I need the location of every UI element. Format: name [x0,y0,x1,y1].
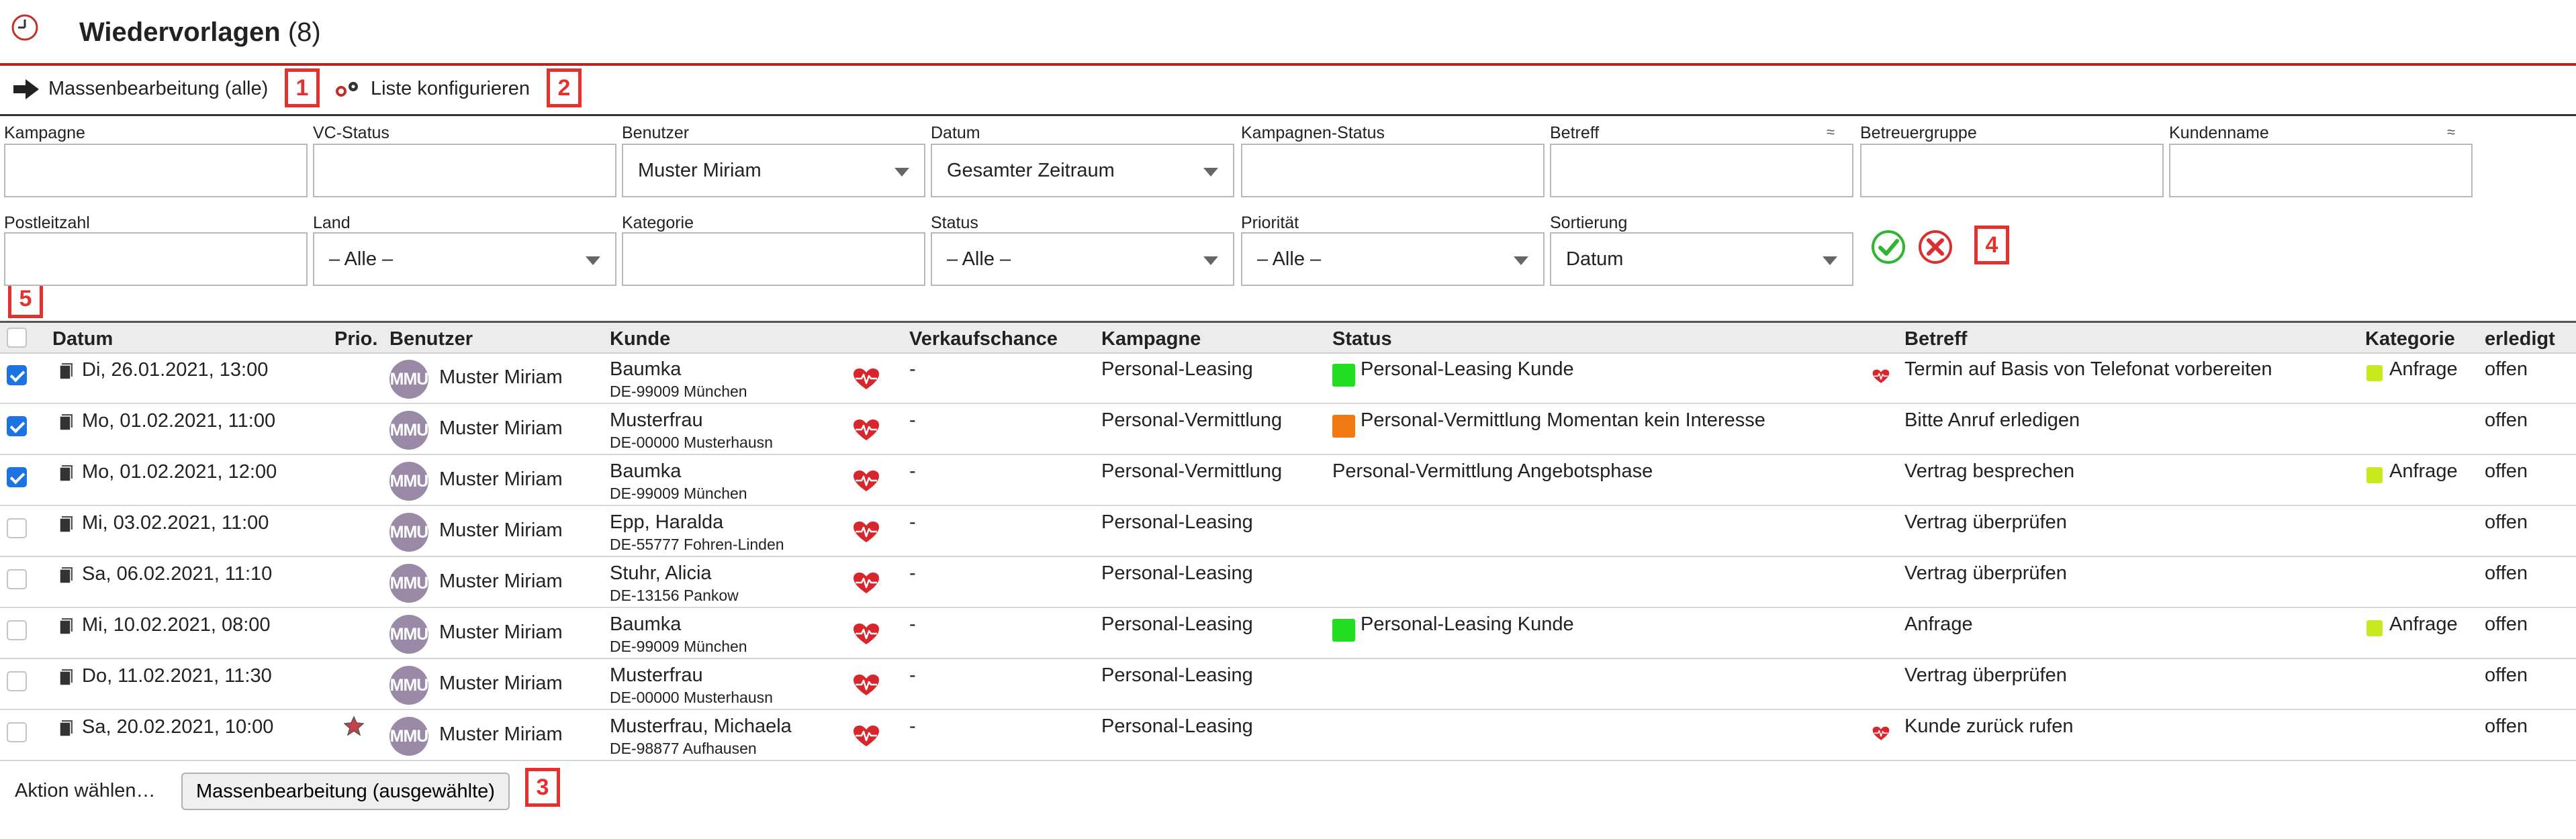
document-icon [59,362,74,380]
user-avatar: MMU [389,564,428,603]
row-kategorie: Anfrage [2389,613,2458,635]
col-betreff[interactable]: Betreff [1904,328,1968,350]
heart-pulse-icon [853,572,880,595]
col-kunde[interactable]: Kunde [610,328,671,350]
benutzer-select-value: Muster Miriam [638,159,762,181]
bulk-edit-selected-button[interactable]: Massenbearbeitung (ausgewählte) [181,773,510,810]
row-checkbox[interactable] [7,722,27,742]
heart-pulse-icon [853,470,880,493]
row-erledigt: offen [2485,460,2528,482]
row-ort: DE-99009 München [610,638,747,655]
chevron-down-icon [1203,256,1218,265]
row-datum[interactable]: Sa, 06.02.2021, 11:10 [82,563,273,585]
status-select-value: – Alle – [947,248,1011,270]
approx-icon: ≈ [1827,124,1835,140]
table-row[interactable] [0,352,2576,404]
table-row[interactable] [0,709,2576,761]
row-checkbox[interactable] [7,467,27,487]
clock-icon [11,13,39,42]
document-icon [59,413,74,431]
row-ort: DE-55777 Fohren-Linden [610,536,784,553]
prioritaet-select-value: – Alle – [1257,248,1322,270]
col-erledigt[interactable]: erledigt [2485,328,2555,350]
user-avatar: MMU [389,666,428,705]
row-verkaufschance: - [909,562,916,584]
status-color-swatch [1332,619,1355,642]
heart-pulse-icon [853,521,880,544]
row-verkaufschance: - [909,460,916,482]
row-kampagne: Personal-Leasing [1101,358,1253,380]
row-kunde[interactable]: Epp, Haralda [610,511,724,533]
row-ort: DE-98877 Aufhausen [610,740,757,757]
badge-3: 3 [525,768,560,807]
row-verkaufschance: - [909,613,916,635]
heart-pulse-icon [853,419,880,442]
row-betreff[interactable]: Bitte Anruf erledigen [1904,409,2080,431]
title-bar [0,0,2576,66]
row-kunde[interactable]: Stuhr, Alicia [610,562,712,584]
user-avatar: MMU [389,615,428,654]
table-row[interactable] [0,556,2576,608]
row-kampagne: Personal-Leasing [1101,613,1253,635]
col-kampagne[interactable]: Kampagne [1101,328,1201,350]
row-kunde[interactable]: Baumka [610,460,682,482]
document-icon [59,566,74,584]
row-ort: DE-99009 München [610,383,747,400]
badge-5: 5 [8,279,43,318]
kampagne-input[interactable] [4,144,308,197]
priority-star-icon [344,715,364,736]
arrow-right-icon [13,79,39,99]
row-kunde[interactable]: Musterfrau [610,409,703,431]
row-ort: DE-99009 München [610,485,747,502]
user-avatar: MMU [389,513,428,552]
row-checkbox[interactable] [7,620,27,640]
land-select-value: – Alle – [329,248,394,270]
kategorie-color-swatch [2366,365,2383,381]
filter-label-postleitzahl: Postleitzahl [4,213,90,232]
col-kategorie[interactable]: Kategorie [2365,328,2455,350]
action-label: Aktion wählen… [15,780,156,801]
chevron-down-icon [894,168,909,177]
row-kampagne: Personal-Leasing [1101,664,1253,686]
status-select[interactable] [931,232,1234,286]
row-benutzer: Muster Miriam [439,417,563,439]
row-datum[interactable]: Di, 26.01.2021, 13:00 [82,359,269,381]
status-color-swatch [1332,364,1355,387]
reset-filter-button[interactable] [1918,230,1953,264]
row-datum[interactable]: Sa, 20.02.2021, 10:00 [82,716,274,738]
table-row[interactable] [0,607,2576,659]
row-betreff[interactable]: Vertrag überprüfen [1904,562,2067,584]
gears-icon [334,79,361,99]
document-icon [59,618,74,635]
row-checkbox[interactable] [7,518,27,538]
row-kunde[interactable]: Musterfrau [610,664,703,686]
row-status: Personal-Vermittlung Momentan kein Interesse [1361,409,1765,431]
filter-label-status: Status [931,213,978,232]
betreff-input[interactable] [1550,144,1853,197]
document-icon [59,669,74,686]
row-betreff[interactable]: Anfrage [1904,613,1973,635]
filter-label-prioritaet: Priorität [1241,213,1299,232]
row-betreff[interactable]: Vertrag besprechen [1904,460,2075,482]
filter-label-betreff: Betreff [1550,124,1600,142]
user-avatar: MMU [389,360,428,399]
col-verkaufschance[interactable]: Verkaufschance [909,328,1058,350]
row-erledigt: offen [2485,562,2528,584]
row-ort: DE-00000 Musterhausn [610,689,773,706]
row-verkaufschance: - [909,511,916,533]
table-header [0,321,2576,354]
record-count: (8) [287,17,321,47]
betreuergruppe-input[interactable] [1860,144,2164,197]
select-all-checkbox[interactable] [7,328,27,348]
row-erledigt: offen [2485,511,2528,533]
approx-icon: ≈ [2447,124,2456,140]
row-checkbox[interactable] [7,416,27,436]
prioritaet-select[interactable] [1241,232,1545,286]
configure-list-label: Liste konfigurieren [371,78,530,99]
table-row[interactable] [0,403,2576,455]
row-benutzer: Muster Miriam [439,366,563,388]
kategorie-color-swatch [2366,620,2383,636]
row-kampagne: Personal-Leasing [1101,562,1253,584]
filter-label-land: Land [313,213,351,232]
row-betreff[interactable]: Vertrag überprüfen [1904,664,2067,686]
benutzer-select[interactable] [622,144,925,197]
datum-select[interactable] [931,144,1234,197]
chevron-down-icon [586,256,600,265]
col-prio[interactable]: Prio. [334,328,378,350]
postleitzahl-input[interactable] [4,232,308,286]
col-benutzer[interactable]: Benutzer [389,328,473,350]
row-benutzer: Muster Miriam [439,724,563,745]
chevron-down-icon [1823,256,1837,265]
heart-pulse-icon [1872,726,1890,741]
row-betreff[interactable]: Kunde zurück rufen [1904,715,2074,737]
row-verkaufschance: - [909,409,916,431]
row-kunde[interactable]: Musterfrau, Michaela [610,715,792,737]
row-checkbox[interactable] [7,569,27,589]
sortierung-select-value: Datum [1566,248,1624,270]
filter-label-kundenname: Kundenname [2169,124,2269,142]
user-avatar: MMU [389,717,428,756]
row-benutzer: Muster Miriam [439,571,563,592]
kundenname-input[interactable] [2169,144,2473,197]
row-kampagne: Personal-Vermittlung [1101,460,1283,482]
heart-pulse-icon [853,623,880,646]
badge-2: 2 [547,68,582,107]
datum-select-value: Gesamter Zeitraum [947,159,1115,181]
row-datum[interactable]: Mo, 01.02.2021, 12:00 [82,461,277,483]
bulk-edit-all-label: Massenbearbeitung (alle) [48,78,269,99]
filter-label-kampagnen-status: Kampagnen-Status [1241,124,1385,142]
row-erledigt: offen [2485,358,2528,380]
page-title-text: Wiedervorlagen [79,17,281,47]
row-ort: DE-13156 Pankow [610,587,739,604]
row-verkaufschance: - [909,715,916,737]
row-checkbox[interactable] [7,671,27,691]
filter-label-benutzer: Benutzer [622,124,690,142]
kategorie-color-swatch [2366,467,2383,483]
row-datum[interactable]: Do, 11.02.2021, 11:30 [82,665,272,687]
land-select[interactable] [313,232,616,286]
row-datum[interactable]: Mi, 10.02.2021, 08:00 [82,614,271,636]
badge-4: 4 [1974,226,2009,264]
col-status[interactable]: Status [1332,328,1392,350]
row-kategorie: Anfrage [2389,460,2458,482]
document-icon [59,515,74,533]
page-title [79,17,321,48]
row-erledigt: offen [2485,409,2528,431]
row-erledigt: offen [2485,613,2528,635]
row-datum[interactable]: Mi, 03.02.2021, 11:00 [82,512,269,534]
status-color-swatch [1332,415,1355,438]
row-ort: DE-00000 Musterhausn [610,434,773,451]
row-erledigt: offen [2485,664,2528,686]
document-icon [59,720,74,737]
apply-filter-button[interactable] [1871,230,1906,264]
filter-label-datum: Datum [931,124,980,142]
row-verkaufschance: - [909,664,916,686]
heart-pulse-icon [853,725,880,748]
filter-label-betreuergruppe: Betreuergruppe [1860,124,1977,142]
row-datum[interactable]: Mo, 01.02.2021, 11:00 [82,410,276,432]
document-icon [59,464,74,482]
table-row[interactable] [0,658,2576,710]
table-row[interactable] [0,454,2576,506]
bulk-edit-all-link[interactable] [13,78,268,100]
sortierung-select[interactable] [1550,232,1853,286]
filter-label-kampagne: Kampagne [4,124,85,142]
row-benutzer: Muster Miriam [439,520,563,541]
row-status: Personal-Leasing Kunde [1361,613,1574,635]
row-kunde[interactable]: Baumka [610,358,682,380]
configure-list-link[interactable] [334,78,530,100]
table-row[interactable] [0,505,2576,557]
row-checkbox[interactable] [7,365,27,385]
toolbar [0,66,2576,116]
filter-label-vc-status: VC-Status [313,124,389,142]
chevron-down-icon [1203,168,1218,177]
heart-pulse-icon [853,368,880,391]
heart-pulse-icon [853,674,880,697]
chevron-down-icon [1514,256,1528,265]
badge-1: 1 [285,68,320,107]
row-status: Personal-Vermittlung Angebotsphase [1332,460,1653,482]
col-datum[interactable]: Datum [52,328,113,350]
kategorie-input[interactable] [622,232,925,286]
row-kunde[interactable]: Baumka [610,613,682,635]
row-verkaufschance: - [909,358,916,380]
row-status: Personal-Leasing Kunde [1361,358,1574,380]
row-benutzer: Muster Miriam [439,622,563,643]
row-kategorie: Anfrage [2389,358,2458,380]
filter-label-sortierung: Sortierung [1550,213,1628,232]
heart-pulse-icon [1872,369,1890,384]
row-betreff[interactable]: Termin auf Basis von Telefonat vorbereiten [1904,358,2272,380]
user-avatar: MMU [389,411,428,450]
kampagnen-status-input[interactable] [1241,144,1545,197]
vc-status-input[interactable] [313,144,616,197]
row-erledigt: offen [2485,715,2528,737]
row-kampagne: Personal-Vermittlung [1101,409,1283,431]
row-benutzer: Muster Miriam [439,468,563,490]
filter-label-kategorie: Kategorie [622,213,694,232]
row-kampagne: Personal-Leasing [1101,511,1253,533]
row-betreff[interactable]: Vertrag überprüfen [1904,511,2067,533]
user-avatar: MMU [389,462,428,501]
row-kampagne: Personal-Leasing [1101,715,1253,737]
row-benutzer: Muster Miriam [439,673,563,694]
